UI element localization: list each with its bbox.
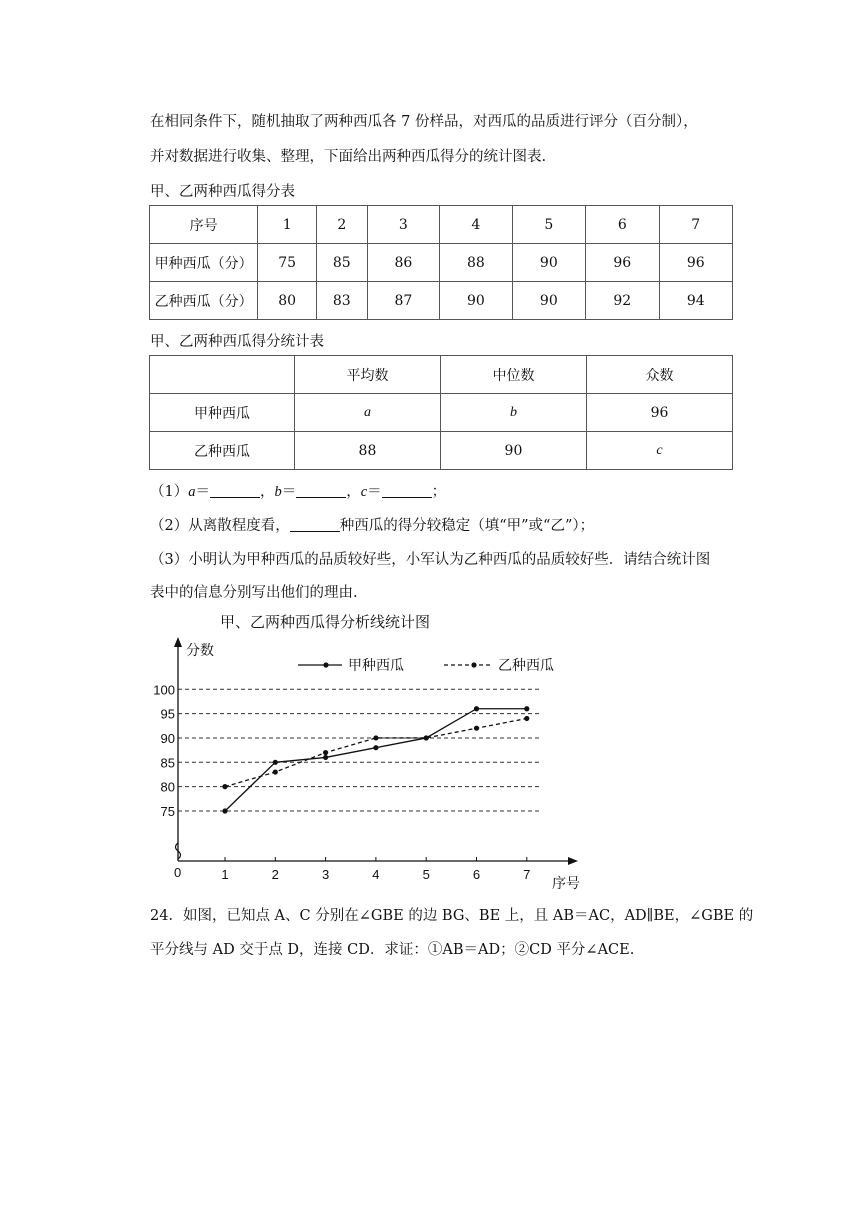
- legend-label-1: 甲种西瓜: [348, 658, 404, 674]
- q2-suffix: 种西瓜的得分较稳定（填“甲”或“乙”）；: [339, 518, 595, 534]
- y-axis-arrow: [174, 637, 182, 647]
- table-header-cell: 序号: [150, 206, 258, 244]
- answer-blank-c[interactable]: [382, 483, 432, 498]
- answer-blank-a[interactable]: [210, 483, 260, 498]
- q1-var-a: a: [188, 484, 196, 500]
- table-header-cell: 1: [258, 206, 317, 244]
- table-row: [150, 394, 733, 432]
- q1-eq: ＝: [195, 484, 210, 500]
- score-table: [149, 205, 733, 320]
- score-table-caption: 甲、乙两种西瓜得分表: [150, 184, 295, 200]
- table-row: [150, 244, 733, 282]
- table-cell: 92: [586, 282, 659, 320]
- line-chart: [153, 605, 600, 895]
- x-tick-label: 2: [271, 867, 279, 882]
- table-row: [150, 432, 733, 470]
- table-cell: c: [586, 432, 732, 470]
- y-tick-label: 95: [160, 706, 175, 722]
- table-cell: 90: [512, 244, 585, 282]
- problem-24-line-1: 24．如图，已知点 A、C 分别在∠GBE 的边 BG、BE 上，且 AB＝AC，AD∥BE，∠GBE 的: [150, 908, 754, 924]
- x-tick-label: 3: [321, 867, 330, 882]
- table-cell: 甲种西瓜: [150, 394, 295, 432]
- q1-eq: ＝: [367, 484, 382, 500]
- question-3-line-2: 表中的信息分别写出他们的理由.: [150, 585, 358, 601]
- q1-var-b: b: [274, 484, 282, 500]
- data-point: [373, 745, 378, 750]
- data-point: [222, 808, 227, 813]
- table-header-cell: 6: [586, 206, 659, 244]
- q1-prefix: （1）: [150, 484, 189, 500]
- table-header-cell: [150, 356, 295, 394]
- x-tick-label: 1: [221, 867, 229, 882]
- table-cell: 83: [316, 282, 367, 320]
- legend-marker-2: [471, 662, 476, 667]
- y-axis-label: 分数: [186, 643, 214, 659]
- table-cell: 96: [659, 244, 733, 282]
- data-point: [474, 726, 479, 731]
- table-cell: 88: [294, 432, 440, 470]
- table-cell: a: [294, 394, 440, 432]
- table-header-cell: 3: [367, 206, 439, 244]
- answer-blank-b[interactable]: [296, 483, 346, 498]
- origin-label: 0: [174, 865, 182, 880]
- table-header-cell: 中位数: [440, 356, 586, 394]
- table-cell: 96: [586, 394, 732, 432]
- data-point: [273, 760, 278, 765]
- table-cell: 80: [258, 282, 317, 320]
- table-row: [150, 356, 733, 394]
- table-cell: 86: [367, 244, 439, 282]
- stats-table: [149, 355, 733, 470]
- legend-marker-1: [323, 662, 328, 667]
- x-tick-label: 4: [372, 867, 380, 882]
- table-row: [150, 282, 733, 320]
- x-tick-label: 6: [472, 867, 481, 882]
- table-cell: 90: [512, 282, 585, 320]
- table-cell: 87: [367, 282, 439, 320]
- data-point: [323, 750, 328, 755]
- data-point: [373, 735, 378, 740]
- table-cell: 乙种西瓜（分）: [150, 282, 258, 320]
- answer-blank-q2[interactable]: [290, 517, 340, 532]
- chart-title: 甲、乙两种西瓜得分析线统计图: [220, 613, 431, 631]
- x-axis-label: 序号: [552, 876, 580, 892]
- x-tick-label: 7: [523, 867, 531, 882]
- table-cell: 乙种西瓜: [150, 432, 295, 470]
- question-3-line-1: （3）小明认为甲种西瓜的品质较好些，小军认为乙种西瓜的品质较好些．请结合统计图: [150, 552, 711, 568]
- table-header-cell: 平均数: [294, 356, 440, 394]
- table-cell: b: [440, 394, 586, 432]
- table-cell: 90: [440, 282, 512, 320]
- y-tick-label: 90: [160, 730, 175, 746]
- q1-sep: ，: [259, 484, 275, 500]
- problem-24-line-2: 平分线与 AD 交于点 D，连接 CD．求证：①AB＝AD；②CD 平分∠ACE.: [150, 942, 635, 958]
- series-line-1: [225, 709, 527, 811]
- data-point: [424, 735, 429, 740]
- table-cell: 94: [659, 282, 733, 320]
- x-tick-label: 5: [422, 867, 430, 882]
- table-header-cell: 7: [659, 206, 733, 244]
- q2-prefix: （2）从离散程度看，: [150, 518, 290, 534]
- intro-line-2: 并对数据进行收集、整理，下面给出两种西瓜得分的统计图表.: [150, 149, 547, 165]
- y-tick-label: 100: [153, 682, 175, 698]
- table-cell: 85: [316, 244, 367, 282]
- intro-line-1: 在相同条件下，随机抽取了两种西瓜各 7 份样品，对西瓜的品质进行评分（百分制），: [150, 114, 698, 130]
- q1-var-c: c: [360, 484, 368, 500]
- q1-end: ；: [431, 484, 447, 500]
- q1-sep: ，: [346, 484, 361, 500]
- data-point: [222, 784, 227, 789]
- y-tick-label: 75: [160, 804, 175, 819]
- table-header-cell: 众数: [586, 356, 732, 394]
- data-point: [273, 769, 278, 774]
- q1-eq: ＝: [281, 484, 297, 500]
- question-2: [150, 514, 594, 535]
- series-line-2: [225, 718, 527, 786]
- x-axis-arrow: [568, 857, 578, 865]
- table-header-cell: 5: [512, 206, 585, 244]
- table-cell: 75: [258, 244, 317, 282]
- table-cell: 96: [586, 244, 659, 282]
- y-tick-label: 85: [160, 755, 175, 771]
- data-point: [323, 755, 328, 760]
- data-point: [524, 716, 529, 721]
- data-point: [474, 706, 479, 711]
- data-point: [524, 706, 529, 711]
- table-row: [150, 206, 733, 244]
- table-cell: 88: [440, 244, 512, 282]
- legend-label-2: 乙种西瓜: [498, 658, 554, 674]
- question-1: [150, 480, 446, 501]
- stats-table-caption: 甲、乙两种西瓜得分统计表: [150, 334, 324, 350]
- y-tick-label: 80: [160, 779, 175, 795]
- table-cell: 90: [440, 432, 586, 470]
- table-cell: 甲种西瓜（分）: [150, 244, 258, 282]
- table-header-cell: 2: [316, 206, 367, 244]
- table-header-cell: 4: [440, 206, 512, 244]
